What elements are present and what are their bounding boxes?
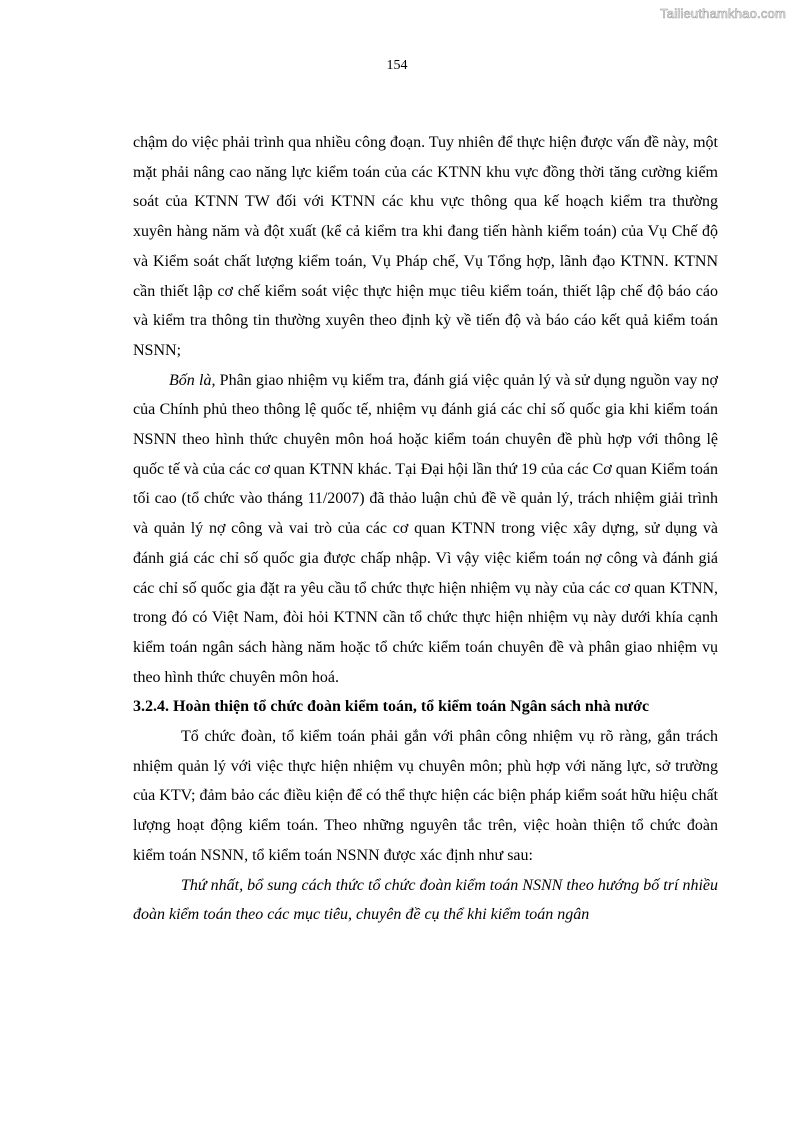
paragraph-4 [133,871,718,930]
paragraph-1: chậm do việc phải trình qua nhiều công đoạn. Tuy nhiên để thực hiện được vấn đề này, một mặt phải nâng cao năng lực kiểm toán của các KTNN khu vực đồng thời tăng cường kiểm soát của KTNN TW đối với KTNN các khu vực thông qua kế hoạch kiểm tra thường xuyên hàng năm và đột xuất (kể cả kiểm tra khi đang tiến hành kiểm toán) của Vụ Chế độ và Kiểm soát chất lượng kiểm toán, Vụ Pháp chế, Vụ Tổng hợp, lãnh đạo KTNN. KTNN cần thiết lập cơ chế kiểm soát việc thực hiện mục tiêu kiểm toán, thiết lập chế độ báo cáo và kiểm tra thông tin thường xuyên theo định kỳ về tiến độ và báo cáo kết quả kiểm toán NSNN; [133,134,718,359]
paragraph-2-body: Phân giao nhiệm vụ kiểm tra, đánh giá việc quản lý và sử dụng nguồn vay nợ của Chính phủ theo thông lệ quốc tế, nhiệm vụ đánh giá các chỉ số quốc gia khi kiểm toán NSNN theo hình thức chuyên môn hoá hoặc kiểm toán chuyên đề phù hợp với thông lệ quốc tế và của các cơ quan KTNN khác. Tại Đại hội lần thứ 19 của các Cơ quan Kiểm toán tối cao (tổ chức vào tháng 11/2007) đã thảo luận chủ đề về quản lý, trách nhiệm giải trình và quản lý nợ công và vai trò của các cơ quan KTNN trong việc xây dựng, sử dụng và đánh giá các chỉ số quốc gia được chấp nhập. Vì vậy việc kiểm toán nợ công và đánh giá các chỉ số quốc gia đặt ra yêu cầu tổ chức thực hiện nhiệm vụ này của các cơ quan KTNN, trong đó có Việt Nam, đòi hỏi KTNN cần tổ chức thực hiện nhiệm vụ này dưới khía cạnh kiểm toán ngân sách hàng năm hoặc tổ chức kiểm toán chuyên đề và phân giao nhiệm vụ theo hình thức chuyên môn hoá. [133,371,719,686]
paragraph-4-text: Thứ nhất, bổ sung cách thức tổ chức đoàn kiểm toán NSNN theo hướng bố trí nhiều đoàn kiểm toán theo các mục tiêu, chuyên đề cụ thể khi kiểm toán ngân [133,876,718,924]
page-number: 154 [386,58,408,73]
paragraph-2-lead: Bốn là, [169,371,216,389]
paragraph-3: Tổ chức đoàn, tổ kiểm toán phải gắn với phân công nhiệm vụ rõ ràng, gắn trách nhiệm quản lý với việc thực hiện nhiệm vụ chuyên môn; phù hợp với năng lực, sở trường của KTV; đảm bảo các điều kiện để có thể thực hiện các biện pháp kiểm soát hữu hiệu chất lượng hoạt động kiểm toán. Theo những nguyên tắc trên, việc hoàn thiện tổ chức đoàn kiểm toán NSNN, tổ kiểm toán NSNN được xác định như sau: [133,728,718,864]
paragraph-2 [133,366,718,693]
watermark: Tailieuthamkhao.com [660,6,786,21]
document-body [133,128,718,930]
section-heading: 3.2.4. Hoàn thiện tổ chức đoàn kiểm toán, tổ kiểm toán Ngân sách nhà nước [133,698,650,716]
